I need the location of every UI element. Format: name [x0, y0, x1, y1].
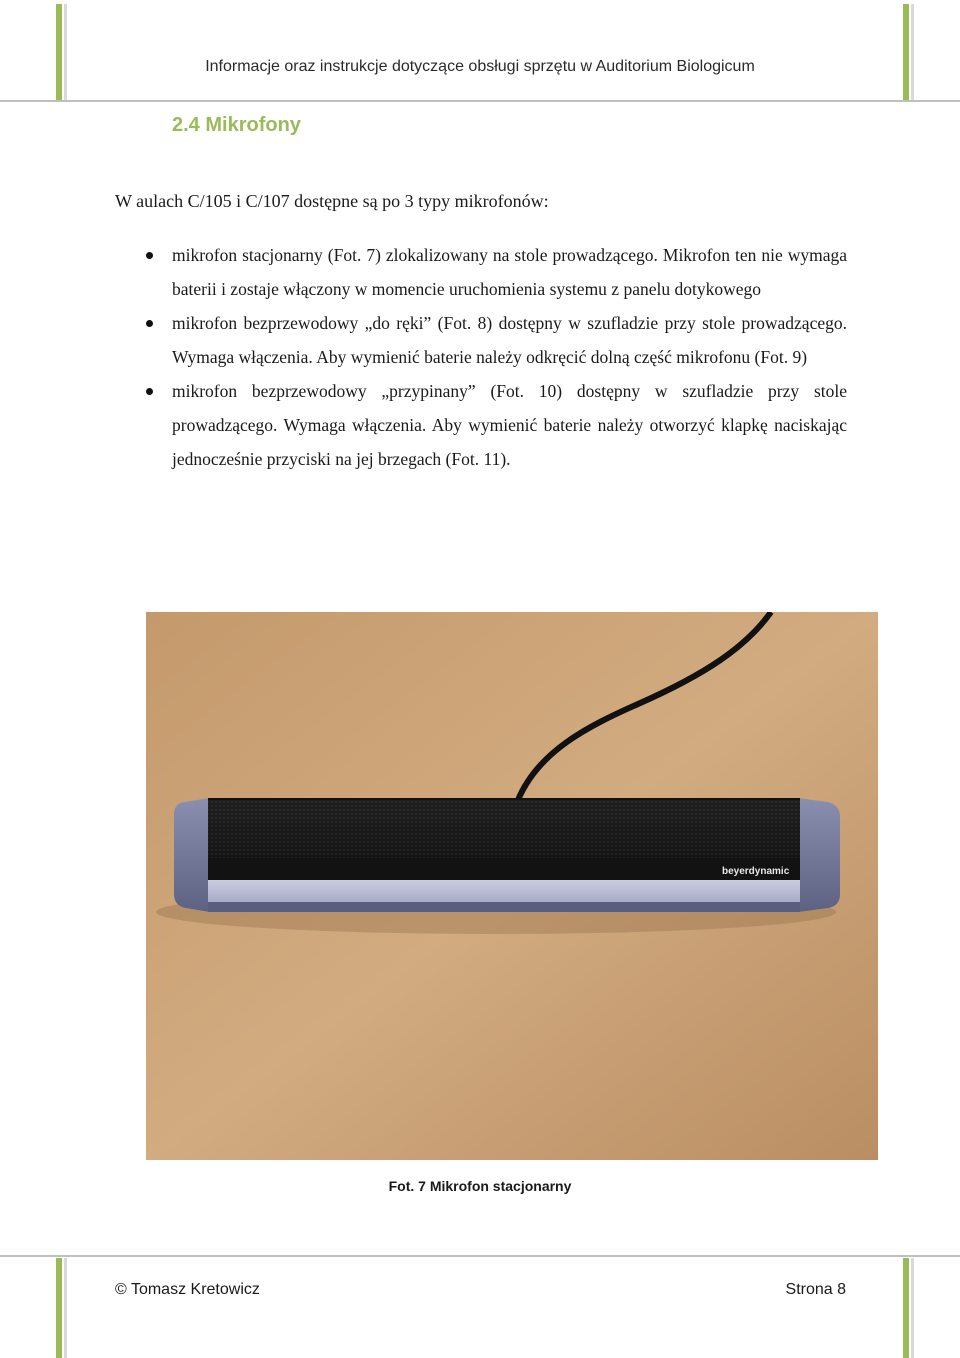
intro-paragraph: W aulach C/105 i C/107 dostępne są po 3 typy mikrofonów: — [115, 191, 549, 211]
list-item — [115, 238, 847, 306]
right-end-cap — [798, 798, 840, 912]
list-item — [115, 306, 847, 374]
stationary-microphone-photo — [146, 612, 878, 1160]
section-heading: 2.4 Mikrofony — [172, 114, 301, 136]
footer-right-accent-bar — [903, 1258, 909, 1358]
header-left-accent-bar — [56, 4, 62, 100]
microphone-type-list — [115, 238, 847, 476]
footer-divider — [0, 1255, 960, 1257]
footer-right-gray-bar — [911, 1258, 914, 1358]
bullet-dot — [146, 388, 153, 395]
page-header-title: Informacje oraz instrukcje dotyczące obsługi sprzętu w Auditorium Biologicum — [205, 58, 755, 75]
header-right-accent-bar — [903, 4, 909, 100]
footer-left-gray-bar — [64, 1258, 67, 1358]
brand-logo: beyerdynamic — [722, 866, 790, 877]
figure-caption: Fot. 7 Mikrofon stacjonarny — [388, 1178, 572, 1194]
list-item-text: mikrofon bezprzewodowy „przypinany” (Fot. 10) dostępny w szufladzie przy stole prowadzącego. Wymaga włączenia. Aby wymienić baterie należy otworzyć klapkę naciskając jednocześnie przyciski na jej brzegach (Fot. 11). — [172, 381, 847, 469]
header-right-gray-bar — [911, 4, 914, 100]
bullet-dot — [146, 252, 153, 259]
header-left-gray-bar — [64, 4, 67, 100]
footer-author: © Tomasz Kretowicz — [115, 1281, 260, 1298]
left-end-cap — [174, 798, 210, 912]
nameplate-strip — [208, 880, 800, 902]
front-panel — [208, 858, 800, 880]
header-divider — [0, 100, 960, 102]
list-item — [115, 374, 847, 476]
page-number: Strona 8 — [785, 1281, 846, 1298]
bullet-dot — [146, 320, 153, 327]
list-item-text: mikrofon bezprzewodowy „do ręki” (Fot. 8) dostępny w szufladzie przy stole prowadzącego. Wymaga włączenia. Aby wymienić baterie należy odkręcić dolną część mikrofonu (Fot. 9) — [172, 313, 847, 367]
list-item-text: mikrofon stacjonarny (Fot. 7) zlokalizowany na stole prowadzącego. Mikrofon ten nie wymaga baterii i zostaje włączony w momencie uruchomienia systemu z panelu dotykowego — [172, 245, 847, 299]
grille-shading — [208, 800, 800, 858]
footer-left-accent-bar — [56, 1258, 62, 1358]
base-edge — [208, 902, 800, 912]
